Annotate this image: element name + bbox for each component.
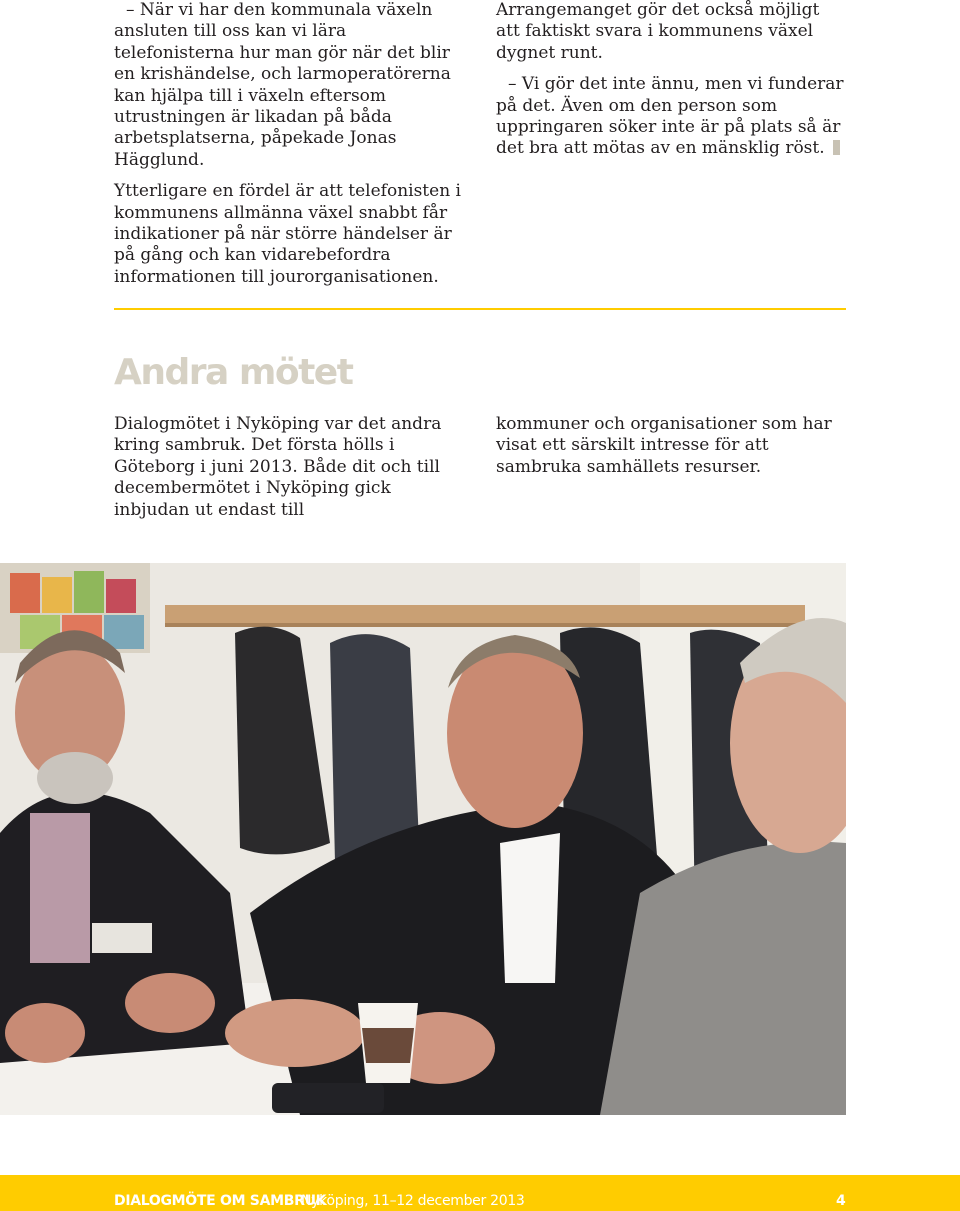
section-divider bbox=[114, 308, 846, 310]
paragraph-quote: – När vi har den kommunala växeln ansluten till oss kan vi lära telefonisterna hur man gör när det blir en krishändelse, och larmoperatörerna kan hjälpa till i växeln eftersom utrustningen är likadan på båda arbetsplatserna, påpekade Jonas Hägglund. bbox=[114, 0, 451, 170]
paragraph-quote bbox=[496, 74, 846, 160]
section-column-left bbox=[114, 414, 464, 531]
footer-publication-title: DIALOGMÖTE OM SAMBRUK bbox=[114, 1193, 327, 1209]
paragraph-quote-text: – Vi gör det inte ännu, men vi funderar på det. Även om den person som uppringaren söker inte är på plats så är det bra att mötas av en mänsklig röst. bbox=[496, 74, 844, 159]
meeting-photo-illustration bbox=[0, 563, 846, 1115]
footer-event-date: Nyköping, 11–12 december 2013 bbox=[301, 1193, 525, 1209]
section-column-right bbox=[496, 414, 846, 488]
article-column-top-right bbox=[496, 0, 846, 170]
paragraph-body: Ytterligare en fördel är att telefonisten i kommunens allmänna växel snabbt får indikationer på när större händelser är på gång och kan vidarebefordra informationen till jourorganisationen. bbox=[114, 181, 461, 287]
paragraph-body: Arrangemanget gör det också möjligt att faktiskt svara i kommunens växel dygnet runt. bbox=[496, 0, 820, 63]
end-of-article-mark bbox=[833, 140, 840, 155]
paragraph-body: kommuner och organisationer som har visat ett särskilt intresse för att sambruka samhällets resurser. bbox=[496, 414, 832, 477]
page-number: 4 bbox=[836, 1193, 846, 1209]
section-heading: Andra mötet bbox=[114, 352, 353, 393]
article-column-top-left bbox=[114, 0, 464, 298]
paragraph-body: Dialogmötet i Nyköping var det andra kring sambruk. Det första hölls i Göteborg i juni 2013. Både dit och till decembermötet i Nyköping gick inbjudan ut endast till bbox=[114, 414, 442, 520]
meeting-photo bbox=[0, 563, 846, 1115]
